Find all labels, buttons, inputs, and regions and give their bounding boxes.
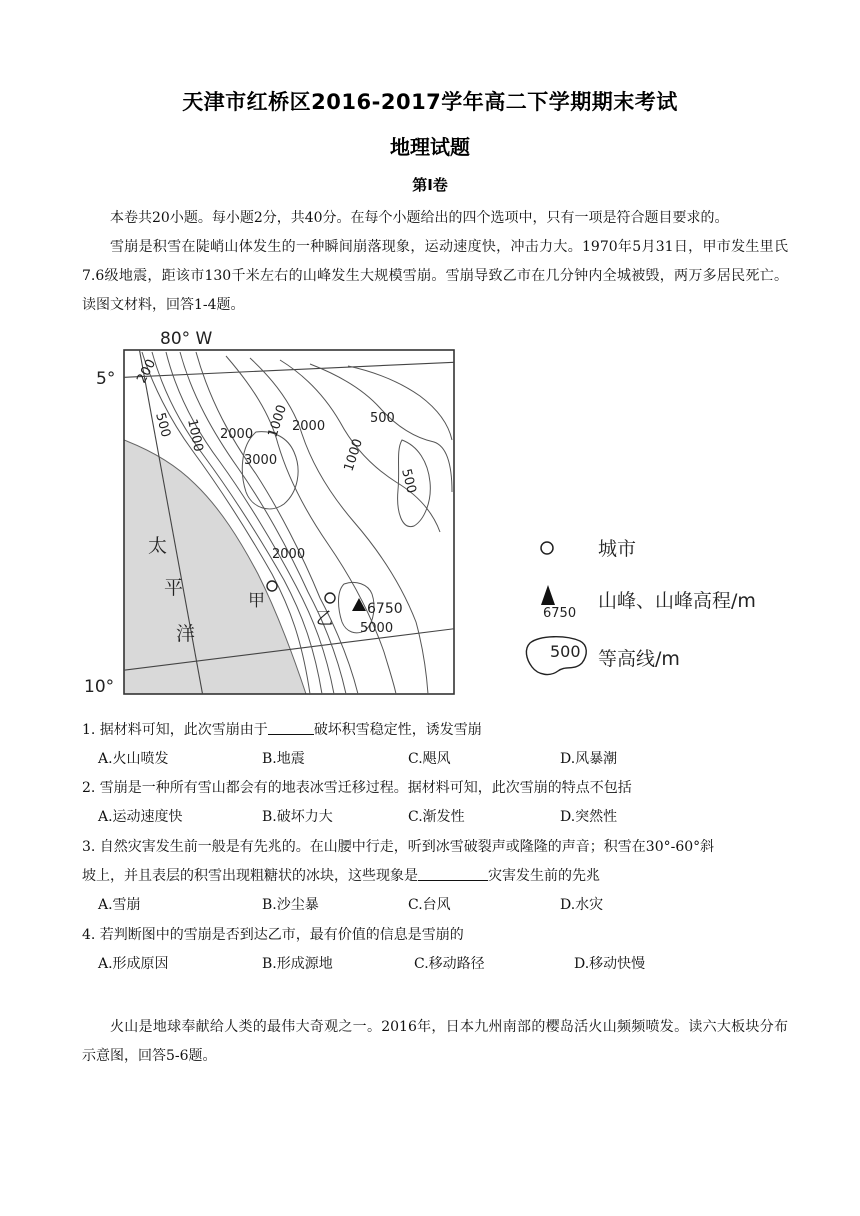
q4-option-a[interactable]: A.形成原因 <box>98 956 169 972</box>
contour-label-1000b: 1000 <box>265 403 291 440</box>
q2-option-b[interactable]: B.破坏力大 <box>262 809 333 825</box>
ocean-char-1: 太 <box>148 535 168 557</box>
question-3-stem: 坡上，并且表层的积雪出现粗糖状的冰块，这些现象是 <box>82 868 418 884</box>
longitude-label: 80° W <box>160 329 213 349</box>
question-3-stem-end: 灾害发生前的先兆 <box>488 868 600 884</box>
q3-option-d[interactable]: D.水灾 <box>560 897 604 913</box>
q2-option-a[interactable]: A.运动速度快 <box>98 809 183 825</box>
question-3-line-1: 3. 自然灾害发生前一般是有先兆的。在山腰中行走，听到冰雪破裂声或隆隆的声音；积雪在30°-60°斜 <box>82 839 715 855</box>
q1-option-c[interactable]: C.飓风 <box>408 751 451 767</box>
contour-map <box>80 322 480 702</box>
q1-option-d[interactable]: D.风暴潮 <box>560 751 618 767</box>
legend-peak-icon <box>541 585 555 605</box>
q1-option-a[interactable]: A.火山喷发 <box>98 751 169 767</box>
page-title: 天津市红桥区2016-2017学年高二下学期期末考试 <box>182 90 678 114</box>
latitude-top-label: 5° <box>96 369 116 389</box>
legend-city-icon <box>541 542 553 554</box>
contour-label-2000c: 2000 <box>272 547 306 562</box>
contour-label-500b: 500 <box>370 411 395 426</box>
passage-avalanche: 雪崩是积雪在陡峭山体发生的一种瞬间崩落现象，运动速度快，冲击力大。1970年5月31日，甲市发生里氏7.6级地震，距该市130千米左右的山峰发生大规模雪崩。雪崩导致乙市在几分钟内全城被毁，两万多居民死亡。读图文材料，回答1-4题。 <box>82 239 788 313</box>
ocean-char-3: 洋 <box>176 623 196 645</box>
peak-elevation-label: 6750 <box>367 601 403 617</box>
pacific-ocean-area <box>124 440 306 694</box>
q3-option-a[interactable]: A.雪崩 <box>98 897 141 913</box>
contour-label-500c: 500 <box>398 467 419 496</box>
question-3-blank <box>418 866 488 881</box>
question-2-options <box>98 806 778 830</box>
contour-label-2000: 2000 <box>220 427 254 442</box>
q2-option-c[interactable]: C.渐发性 <box>408 809 465 825</box>
legend-peak-label: 山峰、山峰高程/m <box>598 590 756 612</box>
contour-label-200: 200 <box>134 356 160 386</box>
city-yi-label: 乙 <box>316 609 333 629</box>
legend-contour-sample: 500 <box>550 642 581 661</box>
q2-option-d[interactable]: D.突然性 <box>560 809 618 825</box>
page-subtitle: 地理试题 <box>390 135 470 159</box>
question-1-stem: 1. 据材料可知，此次雪崩由于 <box>82 722 268 738</box>
question-1-blank <box>268 720 314 735</box>
question-1 <box>82 716 788 745</box>
city-jia-label: 甲 <box>248 591 265 611</box>
contour-label-3000: 3000 <box>244 453 278 468</box>
legend-city-label: 城市 <box>598 538 637 560</box>
question-1-options <box>98 748 778 772</box>
ocean-char-2: 平 <box>164 577 184 599</box>
intro-paragraph: 本卷共20小题。每小题2分，共40分。在每个小题给出的四个选项中，只有一项是符合题目要求的。 <box>110 210 729 226</box>
q1-option-b[interactable]: B.地震 <box>262 751 305 767</box>
legend-peak-sample: 6750 <box>543 606 577 621</box>
passage-volcano: 火山是地球奉献给人类的最伟大奇观之一。2016年，日本九州南部的樱岛活火山频频喷发。读六大板块分布示意图，回答5-6题。 <box>82 1019 788 1064</box>
contour-label-500: 500 <box>152 411 174 440</box>
q3-option-b[interactable]: B.沙尘暴 <box>262 897 319 913</box>
q3-option-c[interactable]: C.台风 <box>408 897 451 913</box>
question-1-stem-end: 破坏积雪稳定性，诱发雪崩 <box>313 722 482 738</box>
q4-option-c[interactable]: C.移动路径 <box>414 956 485 972</box>
contour-label-5000: 5000 <box>360 621 394 636</box>
contour-label-1000c: 1000 <box>341 437 367 474</box>
question-4: 4. 若判断图中的雪崩是否到达乙市，最有价值的信息是雪崩的 <box>82 927 464 943</box>
city-jia-marker <box>267 581 277 591</box>
city-yi-marker <box>325 593 335 603</box>
question-3-options <box>98 894 778 918</box>
volume-heading: 第Ⅰ卷 <box>412 176 448 194</box>
question-4-options <box>98 953 778 977</box>
legend-contour-label: 等高线/m <box>598 648 680 670</box>
q4-option-d[interactable]: D.移动快慢 <box>574 956 646 972</box>
q4-option-b[interactable]: B.形成源地 <box>262 956 333 972</box>
contour-label-2000b: 2000 <box>292 419 326 434</box>
map-legend <box>520 525 800 685</box>
contour-label-1000: 1000 <box>184 417 206 454</box>
question-3-line-2 <box>82 862 788 891</box>
question-2: 2. 雪崩是一种所有雪山都会有的地表冰雪迁移过程。据材料可知，此次雪崩的特点不包括 <box>82 780 632 796</box>
latitude-bottom-label: 10° <box>84 677 115 697</box>
